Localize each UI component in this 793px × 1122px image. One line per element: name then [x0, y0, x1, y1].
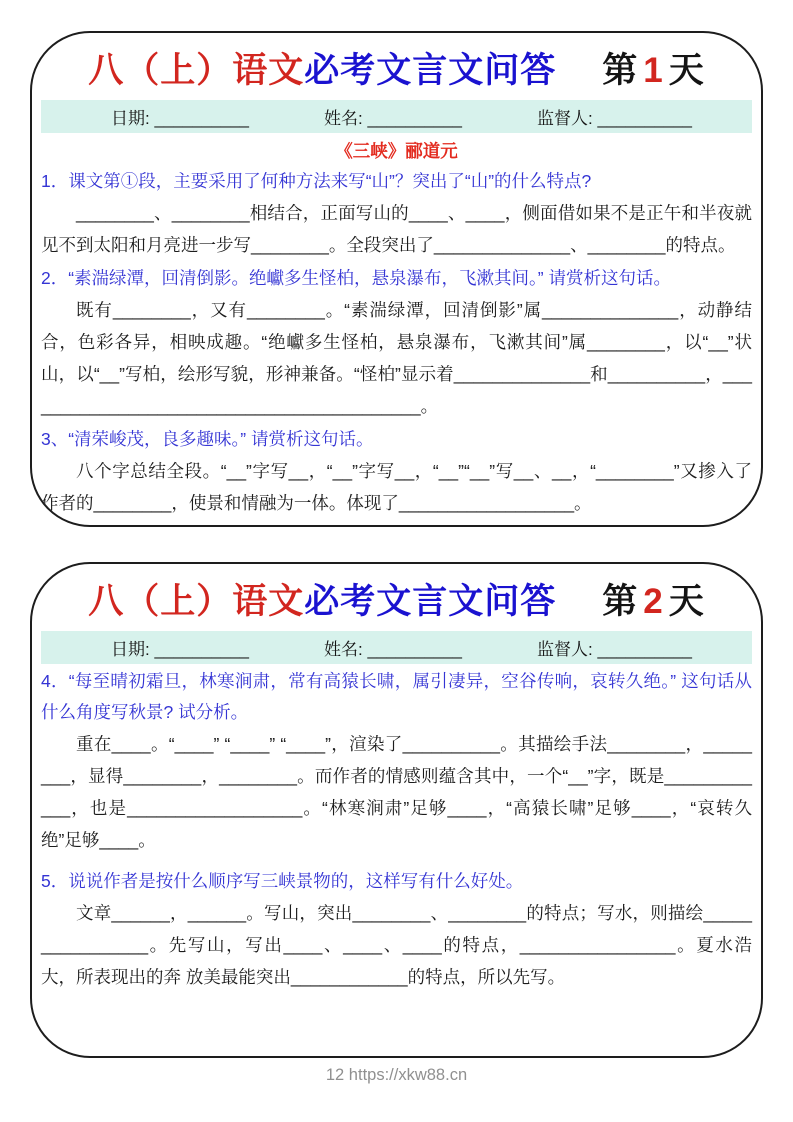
worksheet-card-day2 — [30, 562, 763, 1058]
date-blank: __________ — [154, 109, 250, 128]
date-field — [111, 104, 249, 129]
answer-3: 八个字总结全段。“__”字写__，“__”字写__，“__”“__”写__、__，“________”又掺入了作者的________，使景和情融为一体。体现了__________________。 — [41, 461, 752, 513]
day-prefix: 第 — [602, 51, 639, 90]
supervisor-label: 监督人: — [536, 109, 593, 128]
supervisor-blank: __________ — [597, 640, 692, 659]
question-3: 3、“清荣峻茂，良多趣味。” 请赏析这句话。 — [41, 429, 374, 449]
supervisor-blank: __________ — [597, 109, 692, 128]
question-1: 1．课文第①段，主要采用了何种方法来写“山”？突出了“山”的什么特点? — [41, 171, 592, 191]
name-label: 姓名: — [323, 640, 363, 659]
date-blank: __________ — [154, 640, 250, 659]
supervisor-field — [537, 635, 692, 660]
answer-2: 既有________，又有________。“素湍绿潭，回清倒影”属______________，动静结合，色彩各异，相映成趣。“绝巘多生怪柏，悬泉瀑布，飞漱其间”属________，以“__”状山，以“__”写柏，绘形写貌，形神兼备。“怪柏”显示着______________和__________，__________________________________________。 — [41, 300, 752, 416]
answer-4: 重在____。“____” “____” “____”，渲染了__________。其描绘手法________，________，显得________，________。而作者的情感则蕴含其中，一个“__”字，既是____________，也是__________________。“林寒涧肃”足够____，“高猿长啸”足够____，“哀转久绝”足够____。 — [41, 734, 752, 850]
lesson-subtitle: 《三峡》郦道元 — [335, 141, 458, 161]
title-day-badge — [602, 43, 705, 93]
supervisor-label: 监督人: — [536, 640, 593, 659]
day-prefix: 第 — [602, 582, 639, 621]
name-field — [324, 635, 462, 660]
day-number: 1 — [643, 51, 664, 90]
answer-5: 文章______，______。写山，突出________、________的特点；写水，则描绘________________。先写山，写出____、____、____的特点，________________。夏水浩大，所表现出的奔 放美最能突出____________的特点，所以先写。 — [41, 903, 752, 987]
date-field — [111, 635, 249, 660]
day-number: 2 — [643, 582, 664, 621]
day-suffix: 天 — [668, 582, 705, 621]
title-topic: 必考文言文问答 — [304, 51, 557, 90]
question-5: 5．说说作者是按什么顺序写三峡景物的，这样写有什么好处。 — [41, 871, 524, 891]
date-label: 日期: — [111, 109, 150, 128]
supervisor-field — [537, 104, 692, 129]
page-footer-url: 12 https://xkw88.cn — [325, 1066, 468, 1084]
worksheet-card-day1 — [30, 31, 763, 527]
title-grade-subject: 八（上）语文 — [88, 582, 305, 621]
info-band — [41, 631, 752, 664]
date-label: 日期: — [111, 640, 150, 659]
name-blank: __________ — [367, 109, 462, 128]
card-title-day2 — [41, 574, 752, 624]
info-band — [41, 100, 752, 133]
question-2: 2．“素湍绿潭，回清倒影。绝巘多生怪柏，悬泉瀑布，飞漱其间。” 请赏析这句话。 — [41, 268, 671, 288]
name-label: 姓名: — [323, 109, 363, 128]
day-suffix: 天 — [668, 51, 705, 90]
name-blank: __________ — [367, 640, 462, 659]
card-title-day1 — [41, 43, 752, 93]
name-field — [324, 104, 462, 129]
answer-1: ________、________相结合，正面写山的____、____，侧面借如果不是正午和半夜就见不到太阳和月亮进一步写________。全段突出了______________、________的特点。 — [41, 203, 752, 255]
question-4: 4．“每至晴初霜旦，林寒涧肃，常有高猿长啸，属引凄异，空谷传响，哀转久绝。” 这句话从什么角度写秋景? 试分析。 — [41, 671, 752, 722]
title-day-badge — [602, 574, 705, 624]
title-topic: 必考文言文问答 — [304, 582, 557, 621]
title-grade-subject: 八（上）语文 — [88, 51, 305, 90]
